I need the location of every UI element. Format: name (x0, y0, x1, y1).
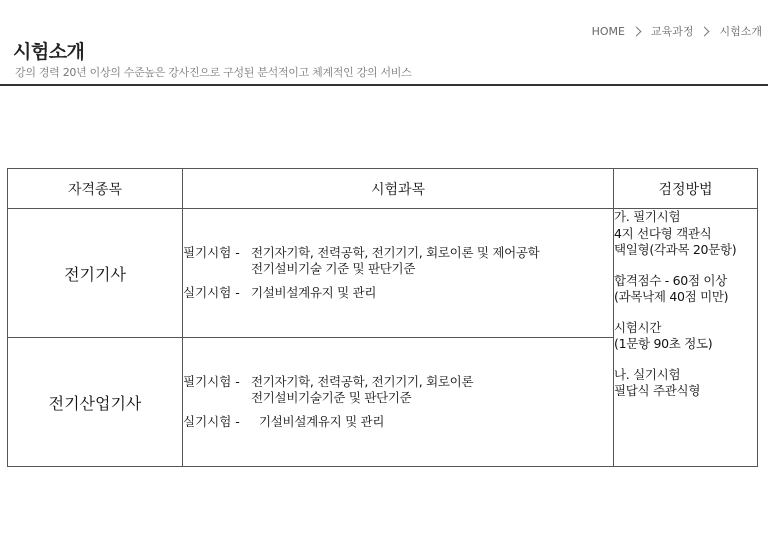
column-header-cert: 자격종목 (8, 169, 183, 209)
written-exam-label: 필기시험 - (183, 245, 240, 260)
breadcrumb-exam-intro-link[interactable]: 시험소개 (719, 25, 762, 38)
page-title: 시험소개 (13, 41, 85, 63)
method-time-block (614, 320, 757, 353)
practical-exam-line (183, 285, 613, 301)
page-subtitle: 강의 경력 20년 이상의 수준높은 강사진으로 구성된 분석적이고 체계적인 강의 서비스 (15, 66, 412, 79)
method-practical-format: 필답식 주관식형 (614, 383, 701, 398)
breadcrumb-home-link[interactable]: HOME (591, 24, 625, 38)
chevron-right-icon (632, 26, 642, 36)
practical-exam-subjects: 기설비설계유지 및 관리 (251, 285, 377, 300)
method-cell (614, 209, 758, 467)
breadcrumb (592, 23, 762, 39)
method-written-title: 가. 필기시험 (614, 209, 681, 224)
written-exam-label: 필기시험 - (183, 374, 240, 389)
method-pass-score: 합격점수 - 60점 이상 (614, 272, 727, 288)
written-exam-line (183, 245, 613, 277)
method-pass-block (614, 273, 757, 306)
method-written-format2: 택일형(각과목 20문항) (614, 242, 737, 257)
practical-exam-line (183, 414, 613, 430)
written-exam-line (183, 374, 613, 406)
practical-exam-subjects: 기설비설계유지 및 관리 (259, 414, 385, 429)
method-time-title: 시험시간 (614, 319, 662, 335)
written-exam-subjects (251, 374, 613, 406)
table-row (8, 209, 758, 338)
chevron-right-icon (700, 26, 710, 36)
written-subjects-line2: 전기설비기술기준 및 판단기준 (251, 390, 412, 405)
method-practical-block (614, 367, 757, 400)
header-divider (0, 84, 768, 86)
method-practical-title: 나. 실기시험 (614, 366, 681, 382)
table-header-row (8, 169, 758, 209)
subjects-cell (183, 209, 614, 338)
method-written-format1: 4지 선다형 객관식 (614, 225, 712, 241)
method-pass-note: (과목낙제 40점 미만) (614, 289, 729, 304)
practical-exam-label: 실기시험 - (183, 285, 240, 300)
practical-exam-label: 실기시험 - (183, 414, 240, 429)
method-time-value: (1문항 90초 정도) (614, 336, 713, 351)
written-subjects-line2: 전기설비기술 기준 및 판단기준 (251, 261, 416, 276)
written-subjects-line1: 전기자기학, 전력공학, 전기기기, 회로이론 (251, 374, 474, 389)
column-header-subjects: 시험과목 (183, 169, 614, 209)
subjects-cell (183, 338, 614, 467)
column-header-method: 검정방법 (614, 169, 758, 209)
method-written-block (614, 209, 757, 259)
cert-name-cell: 전기산업기사 (8, 338, 183, 467)
written-exam-subjects (251, 245, 613, 277)
written-subjects-line1: 전기자기학, 전력공학, 전기기기, 회로이론 및 제어공학 (251, 245, 540, 260)
cert-name-cell: 전기기사 (8, 209, 183, 338)
exam-info-table (7, 168, 758, 467)
breadcrumb-curriculum-link[interactable]: 교육과정 (650, 25, 694, 38)
